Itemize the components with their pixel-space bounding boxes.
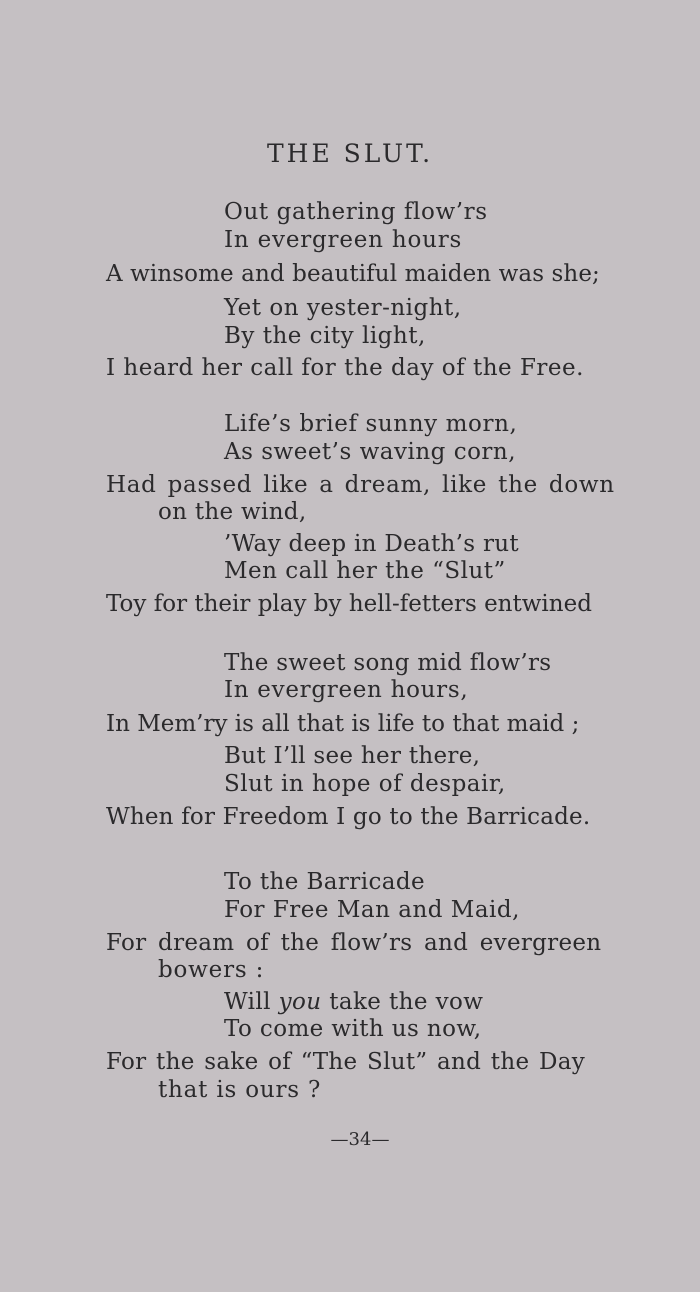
poem-line: The sweet song mid flow’rs [224,650,552,676]
poem-title: THE SLUT. [266,139,434,168]
poem-line: In evergreen hours [224,227,463,253]
poem-line: To come with us now, [224,1016,482,1042]
poem-line: Yet on yester-night, [224,295,462,321]
poem-line: But I’ll see her there, [224,743,481,769]
poem-line: Men call her the “Slut” [224,558,506,584]
poem-line: To the Barricade [224,869,425,895]
poem-line: For the sake of “The Slut” and the Day [106,1049,586,1075]
poem-line: By the city light, [224,323,426,349]
poem-line: A winsome and beautiful maiden was she; [106,261,600,287]
poem-line: For Free Man and Maid, [224,897,520,923]
poem-line: Life’s brief sunny morn, [224,411,518,437]
page-number: —34— [330,1129,390,1150]
poem-line: In evergreen hours, [224,677,469,703]
poem-line: Had passed like a dream, like the down [106,472,615,498]
poem-line: Toy for their play by hell-fetters entwined [106,591,592,617]
poem-line: Slut in hope of despair, [224,771,506,797]
poem-line: on the wind, [158,499,307,525]
poem-line: I heard her call for the day of the Free. [106,355,584,381]
poem-line: Will you take the vow [224,989,484,1015]
poem-line: Out gathering flow’rs [224,199,488,225]
poem-line: that is ours ? [158,1077,322,1103]
poem-line: When for Freedom I go to the Barricade. [106,804,591,830]
poem-line: For dream of the flow’rs and evergreen [106,930,602,956]
poem-line: As sweet’s waving corn, [224,439,517,465]
poem-line: bowers : [158,957,265,983]
poem-line: In Mem’ry is all that is life to that maid ; [106,711,580,737]
poem-line: ’Way deep in Death’s rut [224,531,519,557]
